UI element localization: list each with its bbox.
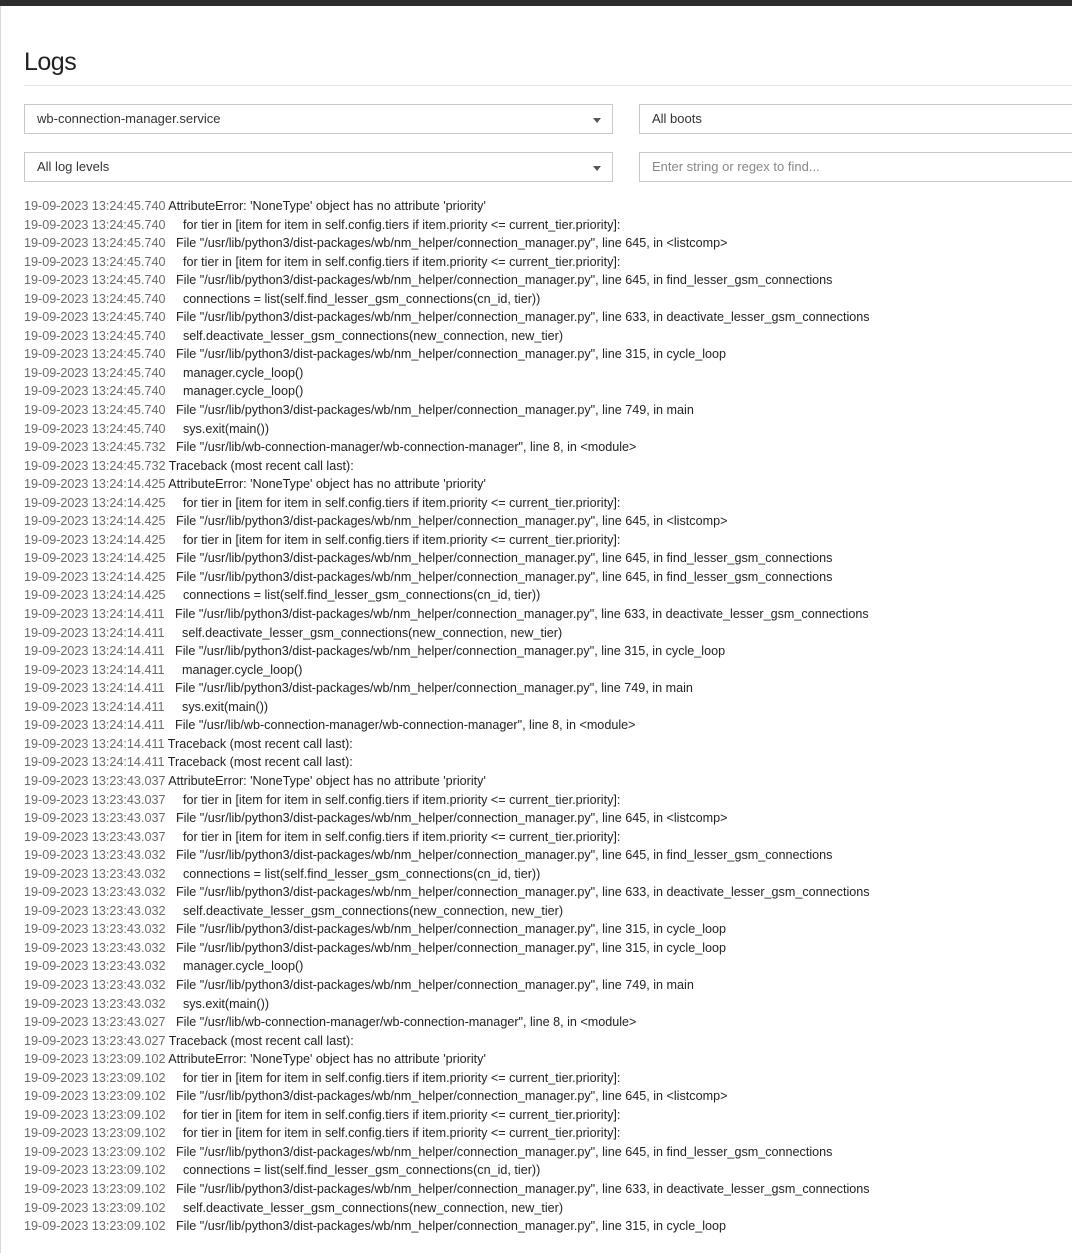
log-timestamp: 19-09-2023 13:24:14.425 <box>24 569 166 584</box>
log-message: self.deactivate_lesser_gsm_connections(new_connection, new_tier) <box>164 625 563 640</box>
chevron-down-icon <box>593 166 601 171</box>
log-message: for tier in [item for item in self.config.tiers if item.priority <= current_tier.priority]: <box>165 217 621 232</box>
log-timestamp: 19-09-2023 13:23:43.032 <box>24 922 166 937</box>
log-message: File "/usr/lib/python3/dist-packages/wb/nm_helper/connection_manager.py", line 645, in <listcomp> <box>165 1089 728 1104</box>
log-message: File "/usr/lib/wb-connection-manager/wb-connection-manager", line 8, in <module> <box>165 440 637 455</box>
log-message: File "/usr/lib/python3/dist-packages/wb/nm_helper/connection_manager.py", line 645, in <listcomp> <box>165 236 728 251</box>
log-message: self.deactivate_lesser_gsm_connections(new_connection, new_tier) <box>165 903 564 918</box>
chevron-down-icon <box>593 118 601 123</box>
log-timestamp: 19-09-2023 13:24:14.411 <box>24 718 165 733</box>
log-timestamp: 19-09-2023 13:24:14.425 <box>24 588 166 603</box>
log-entry <box>24 624 1072 643</box>
log-message: File "/usr/lib/python3/dist-packages/wb/nm_helper/connection_manager.py", line 315, in cycle_loop <box>165 347 727 362</box>
log-message: File "/usr/lib/python3/dist-packages/wb/nm_helper/connection_manager.py", line 633, in deactivate_lesser_gsm_connections <box>165 1181 870 1196</box>
log-timestamp: 19-09-2023 13:23:09.102 <box>24 1070 166 1085</box>
log-entry <box>24 568 1072 587</box>
log-message: File "/usr/lib/python3/dist-packages/wb/nm_helper/connection_manager.py", line 645, in find_lesser_gsm_connections <box>165 551 833 566</box>
log-timestamp: 19-09-2023 13:23:43.037 <box>24 811 166 826</box>
log-timestamp: 19-09-2023 13:23:43.032 <box>24 848 166 863</box>
log-message: for tier in [item for item in self.config.tiers if item.priority <= current_tier.priority]: <box>165 1070 621 1085</box>
log-message: File "/usr/lib/python3/dist-packages/wb/nm_helper/connection_manager.py", line 645, in find_lesser_gsm_connections <box>165 273 833 288</box>
log-message: connections = list(self.find_lesser_gsm_connections(cn_id, tier)) <box>165 1163 541 1178</box>
log-entry <box>24 253 1072 272</box>
log-entry <box>24 1106 1072 1125</box>
log-entry <box>24 957 1072 976</box>
log-message: manager.cycle_loop() <box>165 384 304 399</box>
top-bar <box>0 0 1072 6</box>
log-message: Traceback (most recent call last): <box>164 736 353 751</box>
log-entry <box>24 438 1072 457</box>
log-entry <box>24 716 1072 735</box>
log-level-select[interactable] <box>24 152 613 182</box>
log-timestamp: 19-09-2023 13:24:14.411 <box>24 625 165 640</box>
log-entry <box>24 1199 1072 1218</box>
log-timestamp: 19-09-2023 13:23:43.032 <box>24 940 166 955</box>
log-entry <box>24 494 1072 513</box>
log-timestamp: 19-09-2023 13:24:14.411 <box>24 755 165 770</box>
log-entry <box>24 828 1072 847</box>
log-entry <box>24 1161 1072 1180</box>
log-message: File "/usr/lib/python3/dist-packages/wb/nm_helper/connection_manager.py", line 633, in deactivate_lesser_gsm_connections <box>164 607 869 622</box>
log-message: for tier in [item for item in self.config.tiers if item.priority <= current_tier.priority]: <box>165 792 621 807</box>
log-entry <box>24 995 1072 1014</box>
log-message: sys.exit(main()) <box>165 996 270 1011</box>
log-entry <box>24 735 1072 754</box>
log-timestamp: 19-09-2023 13:23:43.032 <box>24 996 166 1011</box>
log-entry <box>24 976 1072 995</box>
log-entry <box>24 549 1072 568</box>
log-message: File "/usr/lib/python3/dist-packages/wb/nm_helper/connection_manager.py", line 645, in <listcomp> <box>165 514 728 529</box>
log-entry <box>24 290 1072 309</box>
log-timestamp: 19-09-2023 13:24:45.732 <box>24 440 166 455</box>
log-timestamp: 19-09-2023 13:24:45.740 <box>24 403 166 418</box>
title-divider <box>24 85 1072 86</box>
log-message: File "/usr/lib/python3/dist-packages/wb/nm_helper/connection_manager.py", line 315, in cycle_loop <box>165 940 727 955</box>
log-timestamp: 19-09-2023 13:23:09.102 <box>24 1052 166 1067</box>
log-message: connections = list(self.find_lesser_gsm_connections(cn_id, tier)) <box>165 588 541 603</box>
log-entry <box>24 345 1072 364</box>
log-entry <box>24 512 1072 531</box>
log-entry <box>24 679 1072 698</box>
log-timestamp: 19-09-2023 13:24:45.740 <box>24 273 166 288</box>
log-message: self.deactivate_lesser_gsm_connections(new_connection, new_tier) <box>165 328 564 343</box>
log-message: AttributeError: 'NoneType' object has no attribute 'priority' <box>165 199 486 213</box>
search-input[interactable] <box>639 152 1072 182</box>
log-entry <box>24 1013 1072 1032</box>
log-entry <box>24 846 1072 865</box>
log-message: sys.exit(main()) <box>164 699 269 714</box>
log-timestamp: 19-09-2023 13:24:45.740 <box>24 217 166 232</box>
log-message: for tier in [item for item in self.config.tiers if item.priority <= current_tier.priority]: <box>165 532 621 547</box>
log-entry <box>24 883 1072 902</box>
log-timestamp: 19-09-2023 13:24:45.732 <box>24 458 166 473</box>
log-entry <box>24 364 1072 383</box>
log-timestamp: 19-09-2023 13:24:14.425 <box>24 495 166 510</box>
log-timestamp: 19-09-2023 13:23:43.032 <box>24 885 166 900</box>
log-entry <box>24 1180 1072 1199</box>
log-entry <box>24 420 1072 439</box>
log-message: File "/usr/lib/python3/dist-packages/wb/nm_helper/connection_manager.py", line 749, in main <box>165 403 694 418</box>
search-input-placeholder: Enter string or regex to find... <box>652 159 820 174</box>
log-message: connections = list(self.find_lesser_gsm_connections(cn_id, tier)) <box>165 291 541 306</box>
panel-left-border <box>0 6 1 1253</box>
log-timestamp: 19-09-2023 13:23:09.102 <box>24 1089 166 1104</box>
log-entry <box>24 531 1072 550</box>
log-entry <box>24 271 1072 290</box>
log-list[interactable] <box>24 197 1072 1236</box>
log-timestamp: 19-09-2023 13:23:43.037 <box>24 792 166 807</box>
log-message: for tier in [item for item in self.config.tiers if item.priority <= current_tier.priority]: <box>165 254 621 269</box>
log-message: File "/usr/lib/python3/dist-packages/wb/nm_helper/connection_manager.py", line 749, in main <box>165 977 694 992</box>
log-timestamp: 19-09-2023 13:23:43.032 <box>24 959 166 974</box>
log-message: for tier in [item for item in self.config.tiers if item.priority <= current_tier.priority]: <box>165 1107 621 1122</box>
log-message: for tier in [item for item in self.config.tiers if item.priority <= current_tier.priority]: <box>165 495 621 510</box>
log-message: manager.cycle_loop() <box>164 662 303 677</box>
log-timestamp: 19-09-2023 13:24:14.425 <box>24 477 166 492</box>
log-timestamp: 19-09-2023 13:24:45.740 <box>24 291 166 306</box>
log-entry <box>24 642 1072 661</box>
log-message: AttributeError: 'NoneType' object has no attribute 'priority' <box>165 1052 486 1067</box>
service-select-value: wb-connection-manager.service <box>37 111 221 126</box>
log-message: connections = list(self.find_lesser_gsm_connections(cn_id, tier)) <box>165 866 541 881</box>
log-timestamp: 19-09-2023 13:23:09.102 <box>24 1107 166 1122</box>
log-message: self.deactivate_lesser_gsm_connections(new_connection, new_tier) <box>165 1200 564 1215</box>
log-timestamp: 19-09-2023 13:23:43.037 <box>24 829 166 844</box>
log-message: AttributeError: 'NoneType' object has no attribute 'priority' <box>165 477 486 492</box>
log-timestamp: 19-09-2023 13:23:09.102 <box>24 1144 166 1159</box>
log-timestamp: 19-09-2023 13:24:14.411 <box>24 662 165 677</box>
log-message: AttributeError: 'NoneType' object has no attribute 'priority' <box>165 773 486 788</box>
log-timestamp: 19-09-2023 13:23:09.102 <box>24 1163 166 1178</box>
log-message: File "/usr/lib/python3/dist-packages/wb/nm_helper/connection_manager.py", line 315, in cycle_loop <box>164 644 726 659</box>
log-timestamp: 19-09-2023 13:24:45.740 <box>24 328 166 343</box>
log-message: sys.exit(main()) <box>165 421 270 436</box>
log-message: manager.cycle_loop() <box>165 959 304 974</box>
log-timestamp: 19-09-2023 13:23:43.032 <box>24 977 166 992</box>
log-entry <box>24 216 1072 235</box>
log-entry <box>24 401 1072 420</box>
log-entry <box>24 698 1072 717</box>
log-timestamp: 19-09-2023 13:23:09.102 <box>24 1126 166 1141</box>
log-message: File "/usr/lib/python3/dist-packages/wb/nm_helper/connection_manager.py", line 645, in find_lesser_gsm_connections <box>165 569 833 584</box>
log-timestamp: 19-09-2023 13:24:45.740 <box>24 365 166 380</box>
log-entry <box>24 1050 1072 1069</box>
log-message: manager.cycle_loop() <box>165 365 304 380</box>
log-timestamp: 19-09-2023 13:23:43.027 <box>24 1033 166 1048</box>
log-timestamp: 19-09-2023 13:24:14.425 <box>24 514 166 529</box>
log-entry <box>24 197 1072 216</box>
log-timestamp: 19-09-2023 13:24:14.425 <box>24 551 166 566</box>
log-message: for tier in [item for item in self.config.tiers if item.priority <= current_tier.priority]: <box>165 829 621 844</box>
log-timestamp: 19-09-2023 13:23:43.032 <box>24 903 166 918</box>
log-timestamp: 19-09-2023 13:23:09.102 <box>24 1200 166 1215</box>
boot-select-value: All boots <box>652 111 702 126</box>
log-entry <box>24 920 1072 939</box>
log-timestamp: 19-09-2023 13:24:45.740 <box>24 421 166 436</box>
log-message: Traceback (most recent call last): <box>165 458 354 473</box>
log-message: File "/usr/lib/python3/dist-packages/wb/nm_helper/connection_manager.py", line 645, in find_lesser_gsm_connections <box>165 1144 833 1159</box>
log-entry <box>24 457 1072 476</box>
log-timestamp: 19-09-2023 13:24:14.411 <box>24 681 165 696</box>
log-entry <box>24 382 1072 401</box>
log-level-select-value: All log levels <box>37 159 110 174</box>
log-message: File "/usr/lib/python3/dist-packages/wb/nm_helper/connection_manager.py", line 645, in find_lesser_gsm_connections <box>165 848 833 863</box>
log-timestamp: 19-09-2023 13:24:14.411 <box>24 607 165 622</box>
log-timestamp: 19-09-2023 13:23:43.032 <box>24 866 166 881</box>
log-entry <box>24 902 1072 921</box>
log-message: Traceback (most recent call last): <box>164 755 353 770</box>
log-timestamp: 19-09-2023 13:24:45.740 <box>24 254 166 269</box>
log-timestamp: 19-09-2023 13:24:45.740 <box>24 310 166 325</box>
log-timestamp: 19-09-2023 13:24:45.740 <box>24 384 166 399</box>
log-entry <box>24 939 1072 958</box>
log-message: File "/usr/lib/wb-connection-manager/wb-connection-manager", line 8, in <module> <box>165 1015 637 1030</box>
log-message: Traceback (most recent call last): <box>165 1033 354 1048</box>
log-message: File "/usr/lib/wb-connection-manager/wb-connection-manager", line 8, in <module> <box>164 718 636 733</box>
log-entry <box>24 586 1072 605</box>
log-message: File "/usr/lib/python3/dist-packages/wb/nm_helper/connection_manager.py", line 749, in main <box>164 681 693 696</box>
log-entry <box>24 475 1072 494</box>
log-entry <box>24 1143 1072 1162</box>
boot-select[interactable] <box>639 104 1072 134</box>
log-timestamp: 19-09-2023 13:24:45.740 <box>24 199 166 213</box>
log-timestamp: 19-09-2023 13:24:14.411 <box>24 699 165 714</box>
log-entry <box>24 1087 1072 1106</box>
log-timestamp: 19-09-2023 13:24:14.411 <box>24 736 165 751</box>
log-entry <box>24 308 1072 327</box>
log-message: for tier in [item for item in self.config.tiers if item.priority <= current_tier.priority]: <box>165 1126 621 1141</box>
log-entry <box>24 661 1072 680</box>
log-message: File "/usr/lib/python3/dist-packages/wb/nm_helper/connection_manager.py", line 315, in cycle_loop <box>165 1219 727 1234</box>
log-entry <box>24 1032 1072 1051</box>
log-entry <box>24 753 1072 772</box>
log-entry <box>24 791 1072 810</box>
log-entry <box>24 1069 1072 1088</box>
log-timestamp: 19-09-2023 13:23:09.102 <box>24 1219 166 1234</box>
log-message: File "/usr/lib/python3/dist-packages/wb/nm_helper/connection_manager.py", line 645, in <listcomp> <box>165 811 728 826</box>
log-message: File "/usr/lib/python3/dist-packages/wb/nm_helper/connection_manager.py", line 633, in deactivate_lesser_gsm_connections <box>165 310 870 325</box>
service-select[interactable] <box>24 104 613 134</box>
log-message: File "/usr/lib/python3/dist-packages/wb/nm_helper/connection_manager.py", line 633, in deactivate_lesser_gsm_connections <box>165 885 870 900</box>
log-entry <box>24 1124 1072 1143</box>
log-entry <box>24 809 1072 828</box>
log-entry <box>24 327 1072 346</box>
log-timestamp: 19-09-2023 13:24:14.411 <box>24 644 165 659</box>
log-entry <box>24 865 1072 884</box>
log-timestamp: 19-09-2023 13:24:14.425 <box>24 532 166 547</box>
log-entry <box>24 772 1072 791</box>
log-timestamp: 19-09-2023 13:23:43.027 <box>24 1015 166 1030</box>
log-timestamp: 19-09-2023 13:24:45.740 <box>24 236 166 251</box>
page-title: Logs <box>24 48 77 76</box>
log-entry <box>24 234 1072 253</box>
log-timestamp: 19-09-2023 13:23:43.037 <box>24 773 166 788</box>
log-message: File "/usr/lib/python3/dist-packages/wb/nm_helper/connection_manager.py", line 315, in cycle_loop <box>165 922 727 937</box>
log-entry <box>24 1217 1072 1236</box>
log-timestamp: 19-09-2023 13:24:45.740 <box>24 347 166 362</box>
log-entry <box>24 605 1072 624</box>
log-timestamp: 19-09-2023 13:23:09.102 <box>24 1181 166 1196</box>
